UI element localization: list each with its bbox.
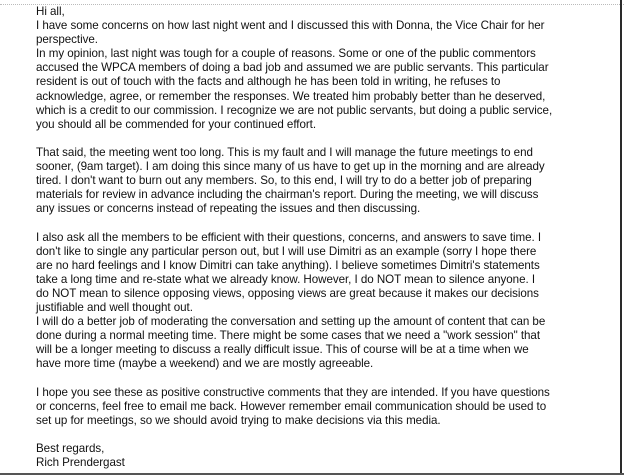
text-line: have more time (maybe a weekend) and we are mostly agreeable. xyxy=(36,357,374,371)
paragraph-2 xyxy=(36,47,616,132)
scan-right-border xyxy=(620,0,622,475)
letter-body xyxy=(36,5,616,470)
text-line: I also ask all the members to be efficient with their questions, concerns, and answers to save time. I xyxy=(36,230,542,244)
paragraph-1 xyxy=(36,19,616,47)
text-line: acknowledge, agree, or remember the responses. We treated him probably better than he deserved, xyxy=(36,89,546,103)
signature: Rich Prendergast xyxy=(36,456,125,469)
text-line: tired. I don't want to burn out any members. So, to this end, I will try to do a better job of preparing xyxy=(36,174,532,188)
paragraph-5 xyxy=(36,386,616,428)
text-line: take a long time and re-state what we already know. However, I do NOT mean to silence anyone. I xyxy=(36,272,535,286)
text-line: I hope you see these as positive constructive comments that they are intended. If you have questions xyxy=(36,385,550,399)
closing: Best regards, xyxy=(36,441,105,455)
text-line: In my opinion, last night was tough for a couple of reasons. Some or one of the public commentors xyxy=(36,47,536,61)
text-line: I have some concerns on how last night went and I discussed this with Donna, the Vice Chair for her xyxy=(36,19,545,33)
greeting: Hi all, xyxy=(36,5,65,18)
text-line: or concerns, feel free to email me back. However remember email communication should be used to xyxy=(36,399,547,413)
text-line: sooner, (9am target). I am doing this since many of us have to get up in the morning and are already xyxy=(36,160,545,174)
paragraph-spacer xyxy=(36,216,616,230)
text-line: you should all be commended for your continued effort. xyxy=(36,117,317,131)
text-line: don't like to single any particular person out, but I will use Dimitri as an example (sorry I hope there xyxy=(36,244,537,258)
text-line: are no hard feelings and I know Dimitri can take anything). I believe sometimes Dimitri's statements xyxy=(36,258,540,272)
text-line: I will do a better job of moderating the conversation and setting up the amount of content that can be xyxy=(36,315,546,329)
text-line: resident is out of touch with the facts and although he has been told in writing, he refuses to xyxy=(36,75,501,89)
text-line: will be a longer meeting to discuss a really difficult issue. This of course will be at a time when we xyxy=(36,343,529,357)
paragraph-spacer xyxy=(36,132,616,146)
text-line: any issues or concerns instead of repeating the issues and then discussing. xyxy=(36,202,421,216)
text-line: done during a normal meeting time. There might be some cases that we need a "work session" that xyxy=(36,329,541,343)
text-line: which is a credit to our commission. I recognize we are not public servants, but doing a public service, xyxy=(36,103,553,117)
text-line: justifiable and well thought out. xyxy=(36,300,193,314)
text-line: do NOT mean to silence opposing views, opposing views are great because it makes our decisions xyxy=(36,286,539,300)
text-line: materials for review in advance including the chairman's report. During the meeting, we will discuss xyxy=(36,188,539,202)
paragraph-3 xyxy=(36,146,616,216)
text-line: That said, the meeting went too long. This is my fault and I will manage the future meetings to end xyxy=(36,145,533,159)
paragraph-4 xyxy=(36,231,616,372)
text-line: perspective. xyxy=(36,33,98,47)
text-line: accused the WPCA members of doing a bad job and assumed we are public servants. This particular xyxy=(36,61,549,75)
text-line: set up for meetings, so we should avoid trying to make decisions via this media. xyxy=(36,413,441,427)
paragraph-spacer xyxy=(36,371,616,385)
paragraph-spacer xyxy=(36,428,616,442)
